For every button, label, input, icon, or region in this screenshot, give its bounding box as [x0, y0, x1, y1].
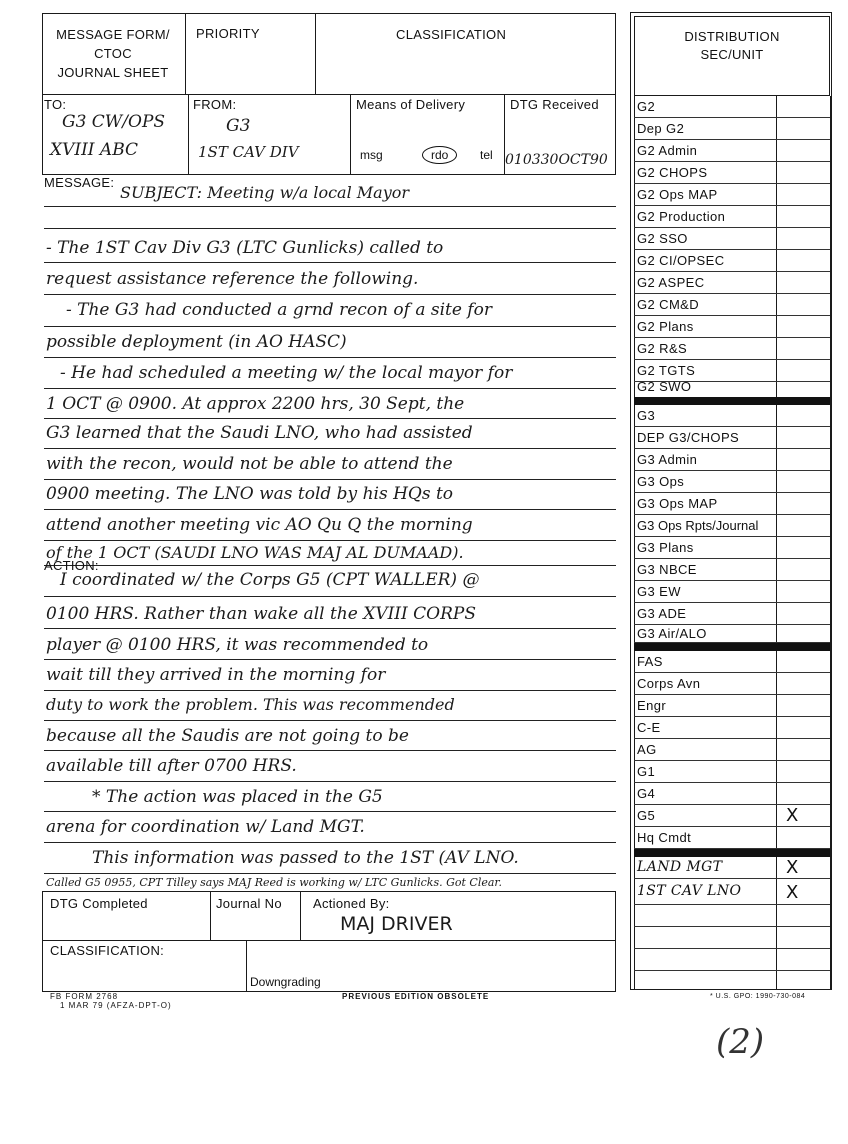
- priority-label: PRIORITY: [196, 26, 260, 41]
- distribution-row: [634, 761, 830, 783]
- dtg-received-value: 010330OCT90: [505, 152, 608, 168]
- distribution-row: [634, 515, 830, 537]
- cav-lno-check-mark: X: [786, 882, 799, 903]
- form-number: [50, 992, 172, 1010]
- action-line: player @ 0100 HRS, it was recommended to: [46, 635, 429, 655]
- action-line: 0100 HRS. Rather than wake all the XVIII CORPS: [46, 604, 476, 624]
- distribution-item: Hq Cmdt: [637, 830, 692, 845]
- form-title: [48, 25, 178, 82]
- ruled-line: [44, 842, 616, 843]
- distribution-right-edge: [830, 96, 831, 990]
- ruled-line: [44, 228, 616, 229]
- distribution-row: [634, 250, 830, 272]
- message-line: with the recon, would not be able to attend the: [46, 454, 453, 474]
- distribution-item: Corps Avn: [637, 676, 701, 691]
- distribution-row: [634, 695, 830, 717]
- distribution-item: G1: [637, 764, 656, 779]
- distribution-row: [634, 316, 830, 338]
- message-line: - The 1ST Cav Div G3 (LTC Gunlicks) called to: [46, 238, 444, 258]
- action-line: wait till they arrived in the morning for: [46, 665, 386, 685]
- action-line: available till after 0700 HRS.: [46, 756, 297, 776]
- distribution-row: [634, 294, 830, 316]
- distribution-item: G5: [637, 808, 656, 823]
- ruled-line: [44, 720, 616, 721]
- distribution-row: [634, 162, 830, 184]
- to-value-1: G3 CW/OPS: [62, 112, 166, 132]
- distribution-item: G3 ADE: [637, 606, 687, 621]
- to-value-2: XVIII ABC: [50, 140, 139, 160]
- distribution-item: G2 CM&D: [637, 297, 700, 312]
- distribution-item: FAS: [637, 654, 663, 669]
- distribution-item: G3: [637, 408, 656, 423]
- ruled-line: [44, 596, 616, 597]
- routing-divider-2: [350, 95, 351, 175]
- distribution-row: [634, 805, 830, 827]
- message-line: of the 1 OCT (SAUDI LNO WAS MAJ AL DUMAAD).: [46, 543, 464, 562]
- message-line: 0900 meeting. The LNO was told by his HQs to: [46, 484, 454, 504]
- distribution-title-line-1: DISTRIBUTION: [684, 29, 780, 44]
- actioned-by-signature: MAJ DRIVER: [340, 913, 453, 935]
- distribution-row: [634, 493, 830, 515]
- distribution-item: G3 Air/ALO: [637, 626, 707, 641]
- ruled-line: [44, 750, 616, 751]
- distribution-row: [634, 272, 830, 294]
- distribution-handwritten-item: LAND MGT: [637, 859, 723, 875]
- distribution-row: [634, 625, 830, 643]
- distribution-item: G2 SSO: [637, 231, 688, 246]
- from-value-1: G3: [226, 116, 251, 136]
- distribution-item: G3 Ops: [637, 474, 685, 489]
- action-note: Called G5 0955, CPT Tilley says MAJ Reed is working w/ LTC Gunlicks. Got Clear.: [46, 876, 502, 889]
- distribution-row: [634, 338, 830, 360]
- distribution-row: [634, 717, 830, 739]
- journal-no-label: Journal No: [216, 896, 282, 911]
- form-title-line-2: CTOC: [94, 46, 132, 61]
- routing-divider-1: [188, 95, 189, 175]
- distribution-row: [634, 427, 830, 449]
- ruled-line: [44, 811, 616, 812]
- distribution-row: [634, 827, 830, 849]
- distribution-row: [634, 118, 830, 140]
- section-separator: [634, 643, 830, 651]
- distribution-row: [634, 857, 830, 879]
- message-line: - He had scheduled a meeting w/ the local mayor for: [60, 363, 513, 383]
- message-subject: SUBJECT: Meeting w/a local Mayor: [120, 183, 410, 202]
- distribution-item: G2 SWO: [637, 379, 692, 394]
- distribution-row: [634, 449, 830, 471]
- rdo-option: rdo: [422, 146, 457, 164]
- section-separator: [634, 397, 830, 405]
- form-number-line-2: 1 MAR 79 (AFZA-DPT-O): [60, 1001, 172, 1010]
- msg-option: msg: [360, 148, 383, 162]
- form-number-line-1: FB FORM 2768: [50, 992, 119, 1001]
- message-line: possible deployment (in AO HASC): [46, 332, 347, 352]
- distribution-item: G2 R&S: [637, 341, 688, 356]
- form-title-line-3: JOURNAL SHEET: [57, 65, 169, 80]
- header-divider-2: [315, 13, 316, 95]
- header-divider-1: [185, 13, 186, 95]
- distribution-title-line-2: SEC/UNIT: [700, 47, 764, 62]
- ruled-line: [44, 448, 616, 449]
- distribution-item: AG: [637, 742, 657, 757]
- distribution-title: [634, 28, 830, 64]
- distribution-row: [634, 949, 830, 971]
- message-line: - The G3 had conducted a grnd recon of a site for: [66, 300, 492, 320]
- message-label: MESSAGE:: [44, 175, 115, 190]
- dtg-received-label: DTG Received: [510, 97, 599, 112]
- distribution-row: [634, 228, 830, 250]
- completion-divider-2: [300, 891, 301, 941]
- ruled-line: [44, 565, 616, 566]
- distribution-item: G3 Ops MAP: [637, 496, 718, 511]
- action-line: because all the Saudis are not going to be: [46, 726, 409, 746]
- distribution-item: G3 Admin: [637, 452, 698, 467]
- ruled-line: [44, 357, 616, 358]
- ruled-line: [44, 690, 616, 691]
- distribution-handwritten-item: 1ST CAV LNO: [637, 883, 742, 899]
- distribution-row: [634, 471, 830, 493]
- action-line: * The action was placed in the G5: [92, 787, 383, 807]
- distribution-item: G3 Ops Rpts/Journal: [637, 518, 759, 533]
- distribution-row: [634, 96, 830, 118]
- distribution-item: G2 Production: [637, 209, 726, 224]
- ruled-line: [44, 628, 616, 629]
- previous-edition-note: PREVIOUS EDITION OBSOLETE: [342, 992, 490, 1001]
- from-label: FROM:: [193, 97, 237, 112]
- message-line: attend another meeting vic AO Qu Q the morning: [46, 515, 473, 535]
- distribution-item: G2 TGTS: [637, 363, 696, 378]
- distribution-item: G2 Ops MAP: [637, 187, 718, 202]
- distribution-item: G2 ASPEC: [637, 275, 705, 290]
- form-title-line-1: MESSAGE FORM/: [56, 27, 170, 42]
- distribution-item: G2 CI/OPSEC: [637, 253, 725, 268]
- classification-divider: [246, 940, 247, 992]
- distribution-row: [634, 971, 830, 990]
- ruled-line: [44, 781, 616, 782]
- section-separator: [634, 849, 830, 857]
- distribution-row: [634, 206, 830, 228]
- distribution-row: [634, 879, 830, 905]
- distribution-row: [634, 559, 830, 581]
- distribution-item: G2: [637, 99, 656, 114]
- from-value-2: 1ST CAV DIV: [198, 143, 299, 161]
- distribution-item: DEP G3/CHOPS: [637, 430, 740, 445]
- distribution-row: [634, 905, 830, 927]
- distribution-row: [634, 603, 830, 625]
- ruled-line: [44, 294, 616, 295]
- distribution-row: [634, 581, 830, 603]
- action-line: arena for coordination w/ Land MGT.: [46, 817, 365, 837]
- ruled-line: [44, 659, 616, 660]
- to-label: TO:: [44, 97, 67, 112]
- tel-option: tel: [480, 148, 493, 162]
- completion-divider-1: [210, 891, 211, 941]
- distribution-item: G3 EW: [637, 584, 681, 599]
- ruled-line: [44, 873, 616, 874]
- distribution-item: C-E: [637, 720, 661, 735]
- distribution-row: [634, 651, 830, 673]
- ruled-line: [44, 388, 616, 389]
- distribution-item: Dep G2: [637, 121, 685, 136]
- distribution-row: [634, 673, 830, 695]
- action-line: This information was passed to the 1ST (AV LNO.: [92, 848, 519, 868]
- action-line: I coordinated w/ the Corps G5 (CPT WALLER) @: [60, 570, 480, 590]
- ruled-line: [44, 509, 616, 510]
- ruled-line: [44, 206, 616, 207]
- gpo-note: * U.S. GPO: 1990-730-084: [710, 993, 806, 1000]
- dtg-completed-label: DTG Completed: [50, 896, 148, 911]
- ruled-line: [44, 326, 616, 327]
- distribution-row: [634, 184, 830, 206]
- distribution-row: [634, 140, 830, 162]
- distribution-item: Engr: [637, 698, 667, 713]
- distribution-item: G4: [637, 786, 656, 801]
- distribution-row: [634, 927, 830, 949]
- distribution-item: G2 CHOPS: [637, 165, 708, 180]
- distribution-row: [634, 537, 830, 559]
- ruled-line: [44, 262, 616, 263]
- distribution-item: G3 Plans: [637, 540, 694, 555]
- classification-label: CLASSIFICATION: [396, 27, 507, 42]
- distribution-row: [634, 739, 830, 761]
- message-line: G3 learned that the Saudi LNO, who had assisted: [46, 423, 473, 443]
- action-label: ACTION:: [44, 558, 99, 573]
- means-of-delivery-label: Means of Delivery: [356, 97, 466, 112]
- distribution-item: G2 Plans: [637, 319, 694, 334]
- downgrading-label: Downgrading: [250, 975, 321, 989]
- distribution-item: G3 NBCE: [637, 562, 697, 577]
- page-number-mark: (2): [716, 1022, 765, 1062]
- footer-classification-label: CLASSIFICATION:: [50, 943, 165, 958]
- message-line: request assistance reference the following.: [46, 269, 419, 289]
- action-line: duty to work the problem. This was recommended: [46, 695, 455, 714]
- actioned-by-label: Actioned By:: [313, 896, 390, 911]
- distribution-row: [634, 405, 830, 427]
- land-mgt-check-mark: X: [786, 857, 799, 878]
- distribution-row: [634, 783, 830, 805]
- ruled-line: [44, 418, 616, 419]
- g5-check-mark: X: [786, 805, 799, 826]
- ruled-line: [44, 540, 616, 541]
- message-line: 1 OCT @ 0900. At approx 2200 hrs, 30 Sept, the: [46, 394, 465, 414]
- distribution-row: [634, 379, 830, 398]
- ruled-line: [44, 479, 616, 480]
- distribution-item: G2 Admin: [637, 143, 698, 158]
